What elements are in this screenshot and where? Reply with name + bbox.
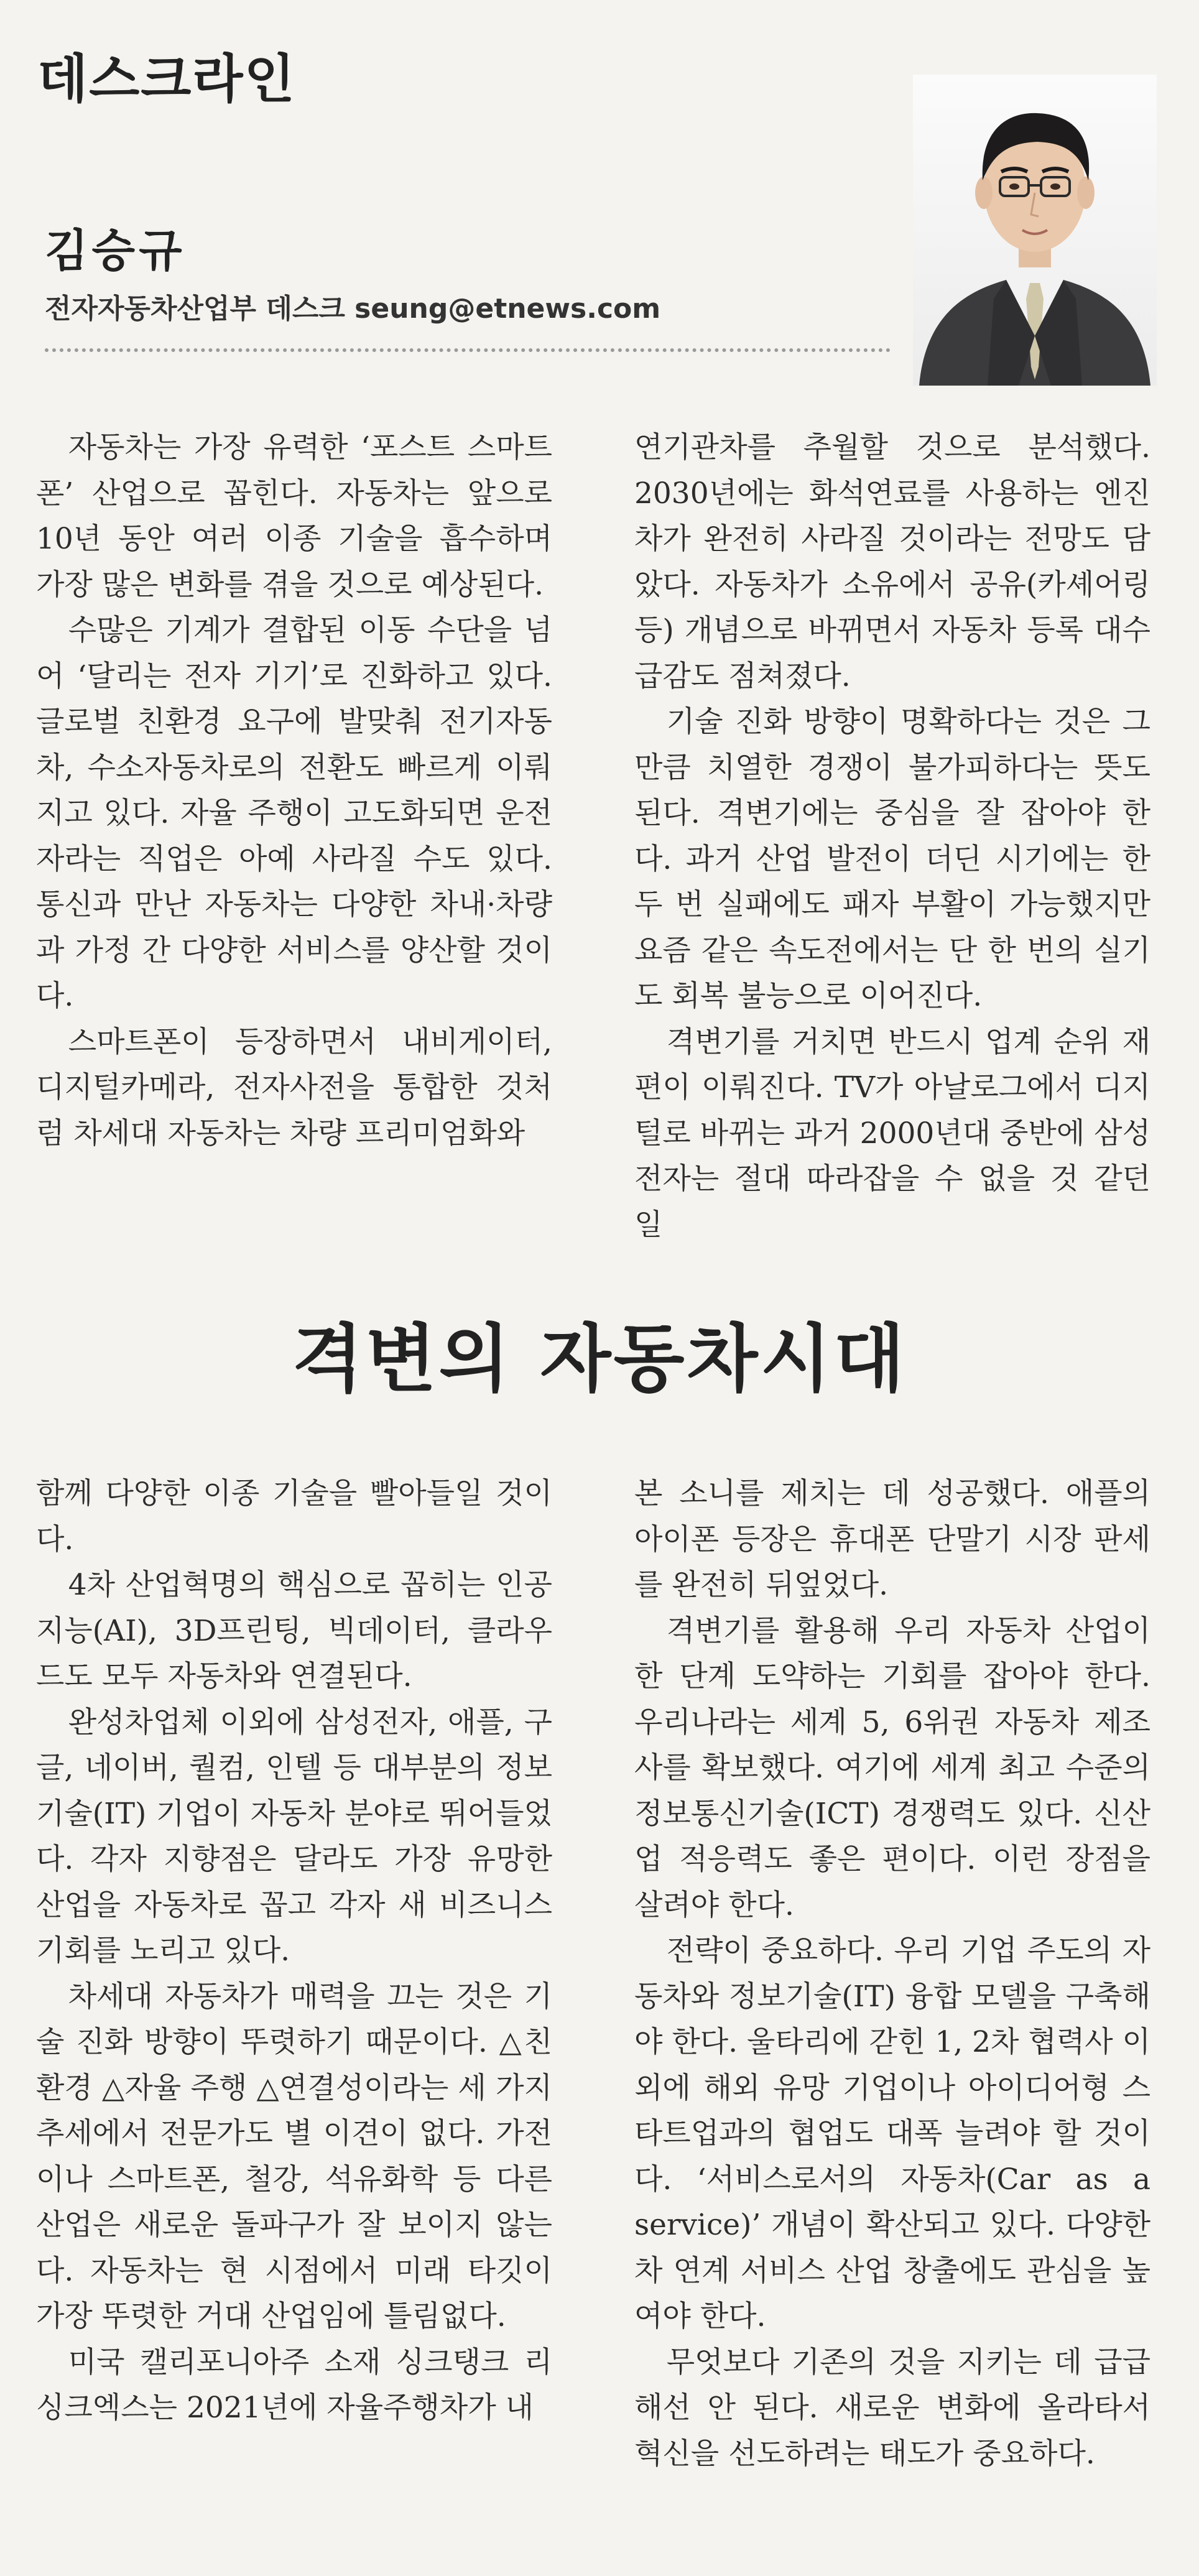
column-bottom-left	[36, 1471, 552, 2431]
paragraph: 연기관차를 추월할 것으로 분석했다. 2030년에는 화석연료를 사용하는 엔진차가 완전히 사라질 것이라는 전망도 담았다. 자동차가 소유에서 공유(카셰어링 등) 개념으로 바뀌면서 자동차 등록 대수 급감도 점쳐졌다.	[634, 430, 1150, 693]
paragraph: 차세대 자동차가 매력을 끄는 것은 기술 진화 방향이 뚜렷하기 때문이다. △친환경 △자율 주행 △연결성이라는 세 가지 추세에서 전문가도 별 이견이 없다. 가전이나 스마트폰, 철강, 석유화학 등 다른 산업은 새로운 돌파구가 잘 보이지 않는다. 자동차는 현 시점에서 미래 타깃이 가장 뚜렷한 거대 산업임에 틀림없다.	[36, 1979, 552, 2333]
author-name: 김승규	[45, 225, 186, 277]
paragraph: 기술 진화 방향이 명확하다는 것은 그만큼 치열한 경쟁이 불가피하다는 뜻도 된다. 격변기에는 중심을 잘 잡아야 한다. 과거 산업 발전이 더딘 시기에는 한두 번 실패에도 패자 부활이 가능했지만 요즘 같은 속도전에서는 단 한 번의 실기도 회복 불능으로 이어진다.	[634, 705, 1150, 1013]
paragraph: 미국 캘리포니아주 소재 싱크탱크 리싱크엑스는 2021년에 자율주행차가 내	[36, 2345, 552, 2425]
dotted-divider	[45, 348, 891, 352]
paragraph: 격변기를 거치면 반드시 업계 순위 재편이 이뤄진다. TV가 아날로그에서 디지털로 바뀌는 과거 2000년대 중반에 삼성전자는 절대 따라잡을 수 없을 것 같던 일	[634, 1024, 1150, 1242]
author-photo	[913, 75, 1157, 386]
paragraph: 함께 다양한 이종 기술을 빨아들일 것이다.	[36, 1476, 552, 1557]
paragraph: 무엇보다 기존의 것을 지키는 데 급급해선 안 된다. 새로운 변화에 올라타서 혁신을 선도하려는 태도가 중요하다.	[634, 2345, 1150, 2471]
paragraph: 격변기를 활용해 우리 자동차 산업이 한 단계 도약하는 기회를 잡아야 한다. 우리나라는 세계 5, 6위권 자동차 제조사를 확보했다. 여기에 세계 최고 수준의 정보통신기술(ICT) 경쟁력도 있다. 신산업 적응력도 좋은 편이다. 이런 장점을 살려야 한다.	[634, 1613, 1150, 1922]
paragraph: 4차 산업혁명의 핵심으로 꼽히는 인공지능(AI), 3D프린팅, 빅데이터, 클라우드도 모두 자동차와 연결된다.	[36, 1568, 552, 1693]
paragraph: 자동차는 가장 유력한 ‘포스트 스마트폰’ 산업으로 꼽힌다. 자동차는 앞으로 10년 동안 여러 이종 기술을 흡수하며 가장 많은 변화를 겪을 것으로 예상된다.	[36, 430, 552, 602]
author-portrait-icon	[913, 75, 1157, 386]
column-top-left	[36, 425, 552, 1156]
author-info: 전자자동차산업부 데스크 seung@etnews.com	[45, 293, 661, 325]
section-label: 데스크라인	[37, 49, 296, 109]
paragraph: 스마트폰이 등장하면서 내비게이터, 디지털카메라, 전자사전을 통합한 것처럼 차세대 자동차는 차량 프리미엄화와	[36, 1024, 552, 1151]
paragraph: 완성차업체 이외에 삼성전자, 애플, 구글, 네이버, 퀄컴, 인텔 등 대부분의 정보기술(IT) 기업이 자동차 분야로 뛰어들었다. 각자 지향점은 달라도 가장 유망한 산업을 자동차로 꼽고 각자 새 비즈니스 기회를 노리고 있다.	[36, 1705, 552, 1968]
paragraph: 전략이 중요하다. 우리 기업 주도의 자동차와 정보기술(IT) 융합 모델을 구축해야 한다. 울타리에 갇힌 1, 2차 협력사 이외에 해외 유망 기업이나 아이디어형 스타트업과의 협업도 대폭 늘려야 할 것이다. ‘서비스로서의 자동차(Car as a service)’ 개념이 확산되고 있다. 다양한 차 연계 서비스 산업 창출에도 관심을 높여야 한다.	[634, 1934, 1150, 2333]
column-bottom-right	[634, 1471, 1150, 2476]
paragraph: 본 소니를 제치는 데 성공했다. 애플의 아이폰 등장은 휴대폰 단말기 시장 판세를 완전히 뒤엎었다.	[634, 1476, 1150, 1602]
column-top-right	[634, 425, 1150, 1248]
headline: 격변의 자동차시대	[292, 1315, 907, 1402]
paragraph: 수많은 기계가 결합된 이동 수단을 넘어 ‘달리는 전자 기기’로 진화하고 있다. 글로벌 친환경 요구에 발맞춰 전기자동차, 수소자동차로의 전환도 빠르게 이뤄지고 있다. 자율 주행이 고도화되면 운전자라는 직업은 아예 사라질 수도 있다. 통신과 만난 자동차는 다양한 차내·차량과 가정 간 다양한 서비스를 양산할 것이다.	[36, 613, 552, 1013]
